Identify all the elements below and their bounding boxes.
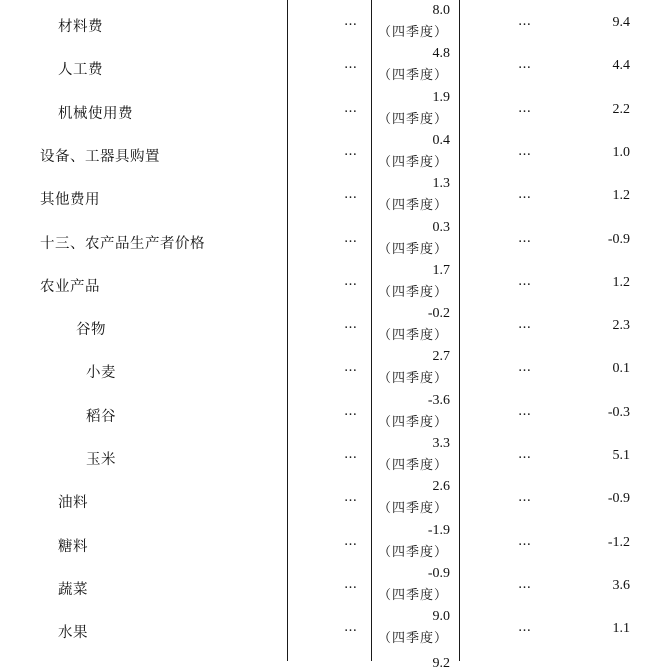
- row-label: 材料费: [58, 19, 103, 35]
- period-note: （四季度）: [378, 328, 449, 344]
- table-row: [0, 303, 650, 346]
- ellipsis-cell: …: [344, 403, 356, 419]
- value-cell-2: 1.0: [612, 144, 630, 160]
- period-note: （四季度）: [378, 154, 449, 170]
- table-row: [0, 520, 650, 563]
- period-note: （四季度）: [378, 111, 449, 127]
- row-label: 稻谷: [86, 408, 116, 425]
- ellipsis-cell: …: [344, 533, 356, 549]
- value-cell: -1.9: [427, 522, 450, 538]
- ellipsis-cell: …: [518, 230, 530, 246]
- period-note: （四季度）: [378, 68, 449, 84]
- table-row: [0, 43, 650, 86]
- period-note: （四季度）: [378, 544, 449, 560]
- ellipsis-cell: …: [518, 490, 530, 506]
- cut-off-value: 9.2: [432, 656, 450, 671]
- ellipsis-cell: …: [344, 447, 356, 462]
- table-row: [0, 390, 650, 433]
- value-cell-2: -0.3: [607, 404, 630, 420]
- value-cell: -3.6: [427, 392, 450, 408]
- value-cell-2: 1.2: [612, 274, 630, 290]
- value-cell: 9.0: [432, 609, 450, 625]
- ellipsis-cell: …: [344, 230, 356, 246]
- period-note: （四季度）: [378, 198, 449, 214]
- value-cell: 3.3: [432, 436, 450, 451]
- value-cell-2: 9.4: [612, 15, 630, 30]
- table-row: [0, 606, 650, 649]
- ellipsis-cell: …: [518, 187, 530, 203]
- ellipsis-cell: …: [518, 143, 530, 159]
- period-note: （四季度）: [378, 631, 449, 647]
- period-note: （四季度）: [378, 414, 449, 430]
- table-row: [0, 346, 650, 389]
- row-label: 油料: [58, 495, 88, 512]
- row-label: 十三、农产品生产者价格: [40, 235, 205, 252]
- table-row: [0, 563, 650, 606]
- ellipsis-cell: …: [344, 360, 356, 376]
- table-row: [0, 433, 650, 476]
- row-label: 水果: [58, 625, 88, 642]
- value-cell: 2.6: [432, 479, 450, 495]
- ellipsis-cell: …: [344, 317, 356, 333]
- period-note: （四季度）: [378, 371, 449, 387]
- value-cell: 1.7: [432, 262, 450, 278]
- ellipsis-cell: …: [344, 14, 356, 29]
- row-label: 农业产品: [40, 278, 100, 295]
- ellipsis-cell: …: [518, 273, 530, 289]
- row-label: 设备、工器具购置: [40, 148, 160, 165]
- value-cell: 0.4: [432, 132, 450, 148]
- period-note: （四季度）: [378, 284, 449, 300]
- value-cell: 8.0: [432, 3, 450, 18]
- ellipsis-cell: …: [518, 360, 530, 376]
- period-note: （四季度）: [378, 587, 449, 603]
- ellipsis-cell: …: [344, 100, 356, 116]
- value-cell-2: 4.4: [612, 58, 630, 74]
- row-label: 玉米: [86, 452, 116, 468]
- row-label: 人工费: [58, 62, 103, 79]
- value-cell-2: -0.9: [607, 231, 630, 247]
- value-cell-2: -1.2: [607, 534, 630, 550]
- table-row: [0, 130, 650, 173]
- ellipsis-cell: …: [344, 57, 356, 73]
- table-row: [0, 173, 650, 216]
- value-cell: 4.8: [432, 46, 450, 62]
- value-cell: 2.7: [432, 349, 450, 365]
- ellipsis-cell: …: [344, 620, 356, 636]
- period-note: （四季度）: [378, 501, 449, 517]
- period-note: （四季度）: [378, 458, 449, 473]
- value-cell-2: 1.1: [612, 621, 630, 637]
- value-cell: -0.9: [427, 565, 450, 581]
- value-cell-2: 2.3: [612, 318, 630, 334]
- ellipsis-cell: …: [518, 533, 530, 549]
- value-cell: 1.9: [432, 89, 450, 105]
- value-cell: -0.2: [427, 306, 450, 322]
- row-label: 机械使用费: [58, 105, 133, 122]
- value-cell-2: -0.9: [607, 491, 630, 507]
- table-row: [0, 476, 650, 519]
- table-row: [0, 0, 650, 43]
- ellipsis-cell: …: [518, 317, 530, 333]
- value-cell-2: 5.1: [612, 448, 630, 463]
- period-note: （四季度）: [378, 241, 449, 257]
- ellipsis-cell: …: [344, 576, 356, 592]
- row-label: 其他费用: [40, 192, 100, 209]
- ellipsis-cell: …: [344, 273, 356, 289]
- table-row: [0, 260, 650, 303]
- row-label: 蔬菜: [58, 581, 88, 598]
- period-note: （四季度）: [378, 25, 449, 40]
- ellipsis-cell: …: [344, 143, 356, 159]
- row-label: 小麦: [86, 365, 116, 382]
- value-cell-2: 0.1: [612, 361, 630, 377]
- table-row: [0, 87, 650, 130]
- value-cell-2: 1.2: [612, 188, 630, 204]
- ellipsis-cell: …: [518, 620, 530, 636]
- ellipsis-cell: …: [518, 447, 530, 462]
- ellipsis-cell: …: [518, 403, 530, 419]
- ellipsis-cell: …: [518, 57, 530, 73]
- table-row: [0, 217, 650, 260]
- ellipsis-cell: …: [518, 14, 530, 29]
- value-cell: 1.3: [432, 176, 450, 192]
- row-label: 糖料: [58, 538, 88, 555]
- row-label: 谷物: [76, 322, 106, 339]
- ellipsis-cell: …: [518, 576, 530, 592]
- value-cell-2: 2.2: [612, 101, 630, 117]
- ellipsis-cell: …: [344, 490, 356, 506]
- ellipsis-cell: …: [344, 187, 356, 203]
- value-cell-2: 3.6: [612, 577, 630, 593]
- value-cell: 0.3: [432, 219, 450, 235]
- ellipsis-cell: …: [518, 100, 530, 116]
